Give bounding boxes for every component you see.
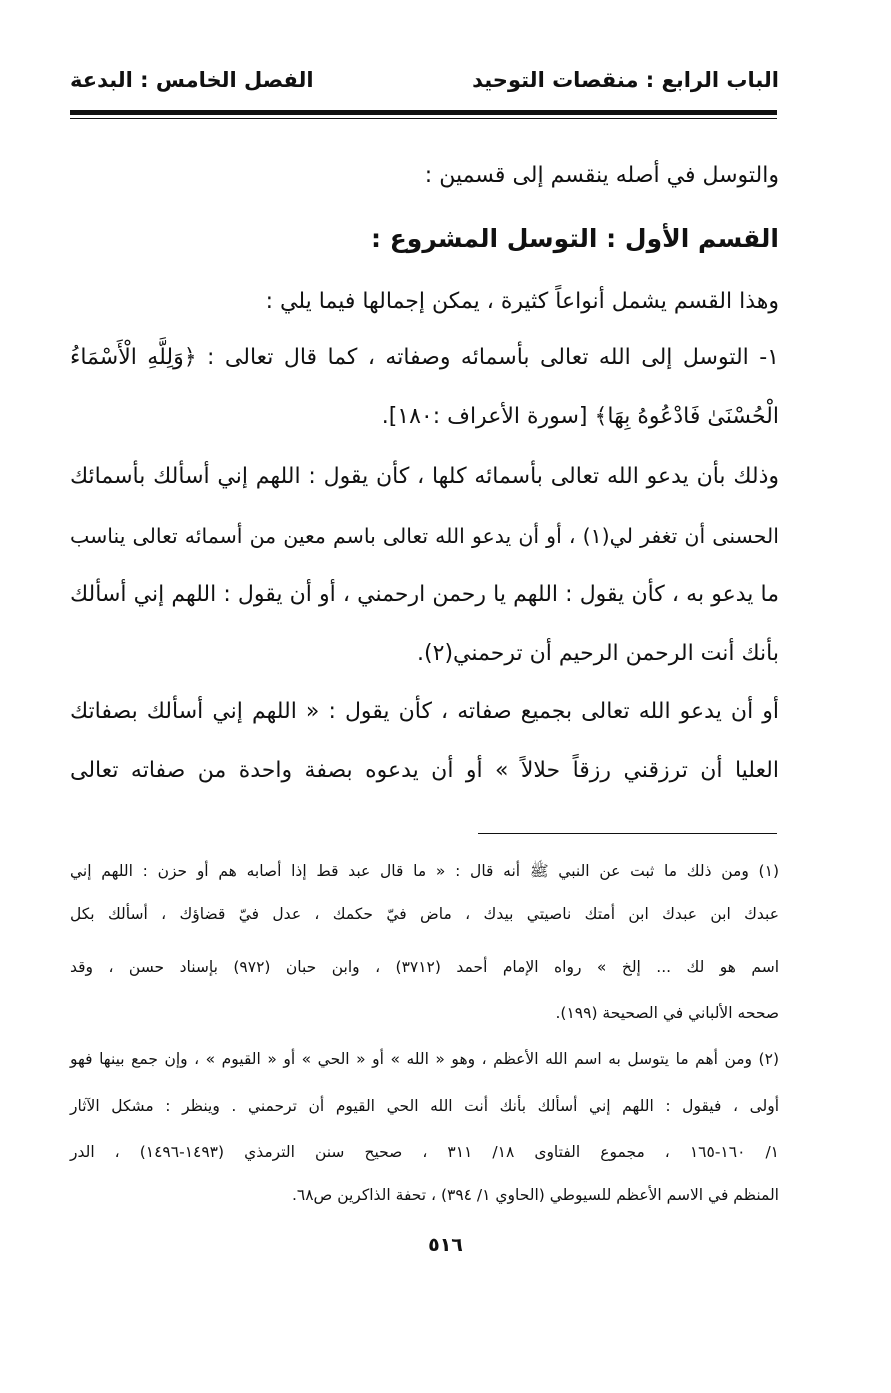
paragraph-1-line-3: ما يدعو به ، كأن يقول : اللهم يا رحمن ارحمني ، أو أن يقول : اللهم إني أسألك <box>70 582 779 607</box>
header-rule-thick <box>70 110 777 115</box>
footnote-1-line-1: (١) ومن ذلك ما ثبت عن النبي ﷺ أنه قال : « ما قال عبد قط إذا أصابه هم أو حزن : اللهم إني <box>70 862 779 880</box>
running-header-chapter: الباب الرابع : منقصات التوحيد <box>472 68 779 92</box>
summary-line: وهذا القسم يشمل أنواعاً كثيرة ، يمكن إجمالها فيما يلي : <box>265 289 779 314</box>
section-heading: القسم الأول : التوسل المشروع : <box>371 224 779 253</box>
footnote-separator <box>478 833 777 834</box>
page-number: ٥١٦ <box>428 1234 463 1256</box>
item-1-line-2: الْحُسْنَىٰ فَادْعُوهُ بِهَا﴾ [سورة الأعراف :١٨٠]. <box>381 404 779 429</box>
paragraph-1-line-2: الحسنى أن تغفر لي(١) ، أو أن يدعو الله تعالى باسم معين من أسمائه تعالى يناسب <box>70 524 779 548</box>
footnote-1-line-4: صححه الألباني في الصحيحة (١٩٩). <box>555 1004 779 1022</box>
footnote-2-line-4: المنظم في الاسم الأعظم للسيوطي (الحاوي ١/ ٣٩٤) ، تحفة الذاكرين ص٦٨. <box>291 1186 779 1204</box>
footnote-2-line-3: ١/ ١٦٠-١٦٥ ، مجموع الفتاوى ١٨/ ٣١١ ، صحيح سنن الترمذي (١٤٩٣-١٤٩٦) ، الدر <box>70 1143 779 1161</box>
running-header-section: الفصل الخامس : البدعة <box>70 68 314 92</box>
paragraph-1-line-4: بأنك أنت الرحمن الرحيم أن ترحمني(٢). <box>417 641 779 666</box>
header-rule-thin <box>70 118 777 119</box>
paragraph-1-line-1: وذلك بأن يدعو الله تعالى بأسمائه كلها ، كأن يقول : اللهم إني أسألك بأسمائك <box>70 464 779 489</box>
footnote-2-line-2: أولى ، فيقول : اللهم إني أسألك بأنك أنت الله الحي القيوم أن ترحمني . وينظر : مشكل الآثار <box>70 1097 779 1115</box>
footnote-1-line-2: عبدك ابن عبدك ابن أمتك ناصيتي بيدك ، ماض فيّ حكمك ، عدل فيّ قضاؤك ، أسألك بكل <box>70 905 779 923</box>
paragraph-2-line-2: العليا أن ترزقني رزقاً حلالاً » أو أن يدعوه بصفة واحدة من صفاته تعالى <box>70 758 779 783</box>
footnote-2-line-1: (٢) ومن أهم ما يتوسل به اسم الله الأعظم ، وهو « الله » أو « الحي » أو « القيوم » ، وإن جمع بينها فهو <box>70 1050 779 1068</box>
item-1-line-1: ١- التوسل إلى الله تعالى بأسمائه وصفاته ، كما قال تعالى : ﴿وَلِلَّهِ الْأَسْمَاءُ <box>70 345 779 370</box>
footnote-1-line-3: اسم هو لك ... إلخ » رواه الإمام أحمد (٣٧١٢) ، وابن حبان (٩٧٢) بإسناد حسن ، وقد <box>70 958 780 976</box>
paragraph-2-line-1: أو أن يدعو الله تعالى بجميع صفاته ، كأن يقول : « اللهم إني أسألك بصفاتك <box>70 699 779 724</box>
intro-line: والتوسل في أصله ينقسم إلى قسمين : <box>424 163 779 188</box>
